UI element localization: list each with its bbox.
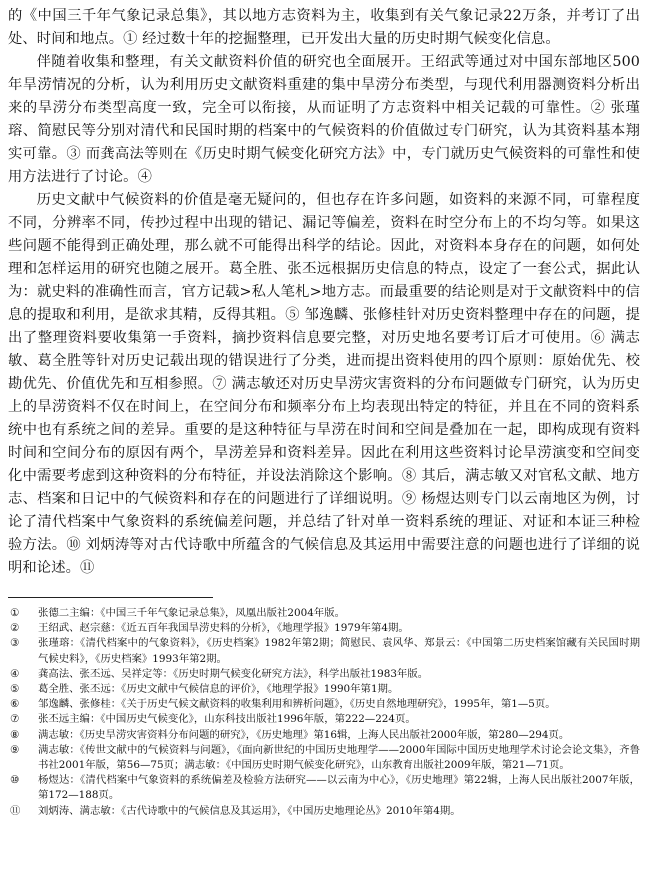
footnote xyxy=(8,728,640,743)
footnote-text: 满志敏：《传世文献中的气候资料与问题》，《面向新世纪的中国历史地理学——2000年国际中国历史地理学术讨论会论文集》，齐鲁书社2001年版，第56—75页；满志敏：《中国历史时期气候变化研究》，山东教育出版社2009年版，第21—71页。 xyxy=(38,743,640,772)
footnote-number: ③ xyxy=(10,637,20,650)
footnote-number: ⑤ xyxy=(10,683,20,696)
footnote-number: ⑧ xyxy=(10,728,20,741)
footnote-number: ⑥ xyxy=(10,698,20,711)
footnote-text: 刘炳涛、满志敏：《古代诗歌中的气候信息及其运用》，《中国历史地理论丛》2010年第4期。 xyxy=(38,804,461,817)
footnote-number: ⑨ xyxy=(10,743,20,756)
paragraph-literature-value: 伴随着收集和整理，有关文献资料价值的研究也全面展开。王绍武等通过对中国东部地区500年旱涝情况的分析，认为利用历史文献资料重建的集中旱涝分布类型，与现代利用器测资料分析出来的旱涝分布类型高度一致，完全可以衔接，从而证明了方志资料中相关记载的可靠性。② 张瑾瑢、简慰民等分别对清代和民国时期的档案中的气候资料的价值做过专门研究，认为其资料基本翔实可靠。③ 而龚高法等则在《历史时期气候变化研究方法》中，专门就历史气候资料的可靠性和使用方法进行了讨论。④ xyxy=(8,54,640,185)
footnote-text: 龚高法、张丕远、吴祥定等：《历史时期气候变化研究方法》，科学出版社1983年版。 xyxy=(38,667,429,680)
footnote-number: ① xyxy=(10,607,20,619)
footnote-text: 张德二主编：《中国三千年气象记录总集》，凤凰出版社2004年版。 xyxy=(38,607,345,619)
footnote xyxy=(8,712,640,727)
footnote-divider xyxy=(8,597,213,598)
paragraph-continuation: 的《中国三千年气象记录总集》，其以地方志资料为主，收集到有关气象记录22万条，并考订了出处、时间和地点。① 经过数十年的挖掘整理，已开发出大量的历史时期气候变化信息。 xyxy=(8,8,640,47)
footnote xyxy=(8,773,640,803)
footnote-text: 王绍武、赵宗慈：《近五百年我国旱涝史料的分析》，《地理学报》1979年第4期。 xyxy=(38,622,409,635)
footnote-text: 张丕远主编：《中国历史气候变化》，山东科技出版社1996年版，第222—224页。 xyxy=(38,713,416,726)
footnote xyxy=(8,743,640,773)
footnote-text: 满志敏：《历史旱涝灾害资料分布问题的研究》，《历史地理》第16辑，上海人民出版社2000年版，第280—294页。 xyxy=(38,728,570,741)
footnote-text: 张瑾瑢：《清代档案中的气象资料》，《历史档案》1982年第2期；简慰民、袁风华、郑景云：《中国第二历史档案馆藏有关民国时期气候史料》，《历史档案》1993年第2期。 xyxy=(38,637,640,665)
footnotes xyxy=(8,606,640,819)
footnote-number: ④ xyxy=(10,667,20,680)
footnote-text: 杨煜达：《清代档案中气象资料的系统偏差及检验方法研究——以云南为中心》，《历史地理》第22辑，上海人民出版社2007年版，第172—188页。 xyxy=(38,774,640,802)
footnote xyxy=(8,606,640,621)
footnote xyxy=(8,682,640,697)
document-page xyxy=(8,5,640,819)
footnote xyxy=(8,636,640,666)
body-text xyxy=(8,5,640,580)
footnote-text: 邹逸麟、张修桂：《关于历史气候文献资料的收集利用和辨析问题》，《历史自然地理研究》，1995年，第1—5页。 xyxy=(38,698,556,711)
footnote-number: ⑦ xyxy=(10,713,20,726)
footnote-number: ⑪ xyxy=(10,804,21,817)
paragraph-data-problems: 历史文献中气候资料的价值是毫无疑问的，但也存在许多问题，如资料的来源不同，可靠程度不同，分辨率不同，传抄过程中出现的错记、漏记等偏差，资料在时空分布上的不均匀等。如果这些问题不能得到正确处理，那么就不可能得出科学的结论。因此，对资料本身存在的问题，如何处理和怎样运用的研究也随之展开。葛全胜、张丕远根据历史信息的特点，设定了一套公式，据此认为：就史料的准确性而言，官方记载>私人笔札>地方志。而最重要的结论则是对于文献资料中的信息的提取和利用，是欲求其精，反得其粗。⑤ 邹逸麟、张修桂针对历史资料整理中存在的问题，提出了整理资料要收集第一手资料，摘抄资料信息要完整，对历史地名要考订后才可使用。⑥ 满志敏、葛全胜等针对历史记载出现的错误进行了分类，进而提出资料使用的四个原则：原始优先、校勘优先、价值优先和互相参照。⑦ 满志敏还对历史旱涝灾害资料的分布问题做专门研究，认为历史上的旱涝资料不仅在时间上，在空间分布和频率分布上均表现出特定的特征，并且在不同的资料系统中也有系统之间的差异。重要的是这种特征与旱涝在时间和空间是叠加在一起，即构成现有资料时间和空间分布的原因有两个，旱涝差异和资料差异。因此在利用这些资料讨论旱涝演变和空间变化中需要考虑到这种资料的分布特征，并设法消除这个影响。⑧ 其后，满志敏又对官私文献、地方志、档案和日记中的气候资料和存在的问题进行了详细说明。⑨ 杨煜达则专门以云南地区为例，讨论了清代档案中气象资料的系统偏差问题，并总结了针对单一资料系统的理证、对证和本证三种检验方法。⑩ 刘炳涛等对古代诗歌中所蕴含的气候信息及其运用中需要注意的问题也进行了详细的说明和论述。⑪ xyxy=(8,192,640,576)
footnote xyxy=(8,697,640,712)
footnote-text: 葛全胜、张丕远：《历史文献中气候信息的评价》，《地理学报》1990年第1期。 xyxy=(38,683,399,696)
footnote xyxy=(8,667,640,682)
footnote xyxy=(8,621,640,636)
footnote-number: ② xyxy=(10,622,20,635)
footnote xyxy=(8,804,640,819)
footnote-number: ⑩ xyxy=(10,774,20,787)
